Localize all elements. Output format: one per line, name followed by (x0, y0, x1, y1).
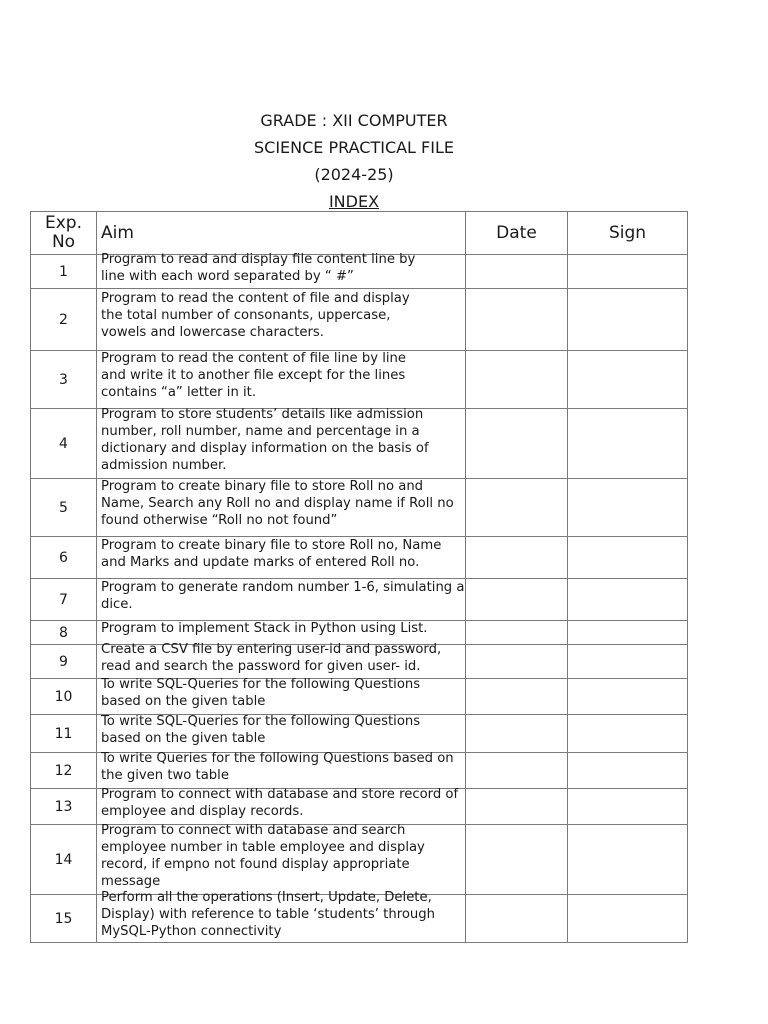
aim-cell (97, 641, 466, 679)
sign-cell[interactable] (568, 579, 688, 621)
exp-number: 1 (31, 255, 97, 289)
sign-cell[interactable] (568, 645, 688, 679)
aim-text-line: number, roll number, name and percentage in a (101, 423, 420, 439)
aim-text-line: Program to connect with database and search (101, 822, 406, 838)
sign-cell[interactable] (568, 895, 688, 943)
aim-text-line: found otherwise “Roll no not found” (101, 513, 338, 528)
table-row (31, 579, 688, 621)
exp-number: 15 (31, 895, 97, 943)
exp-number: 2 (31, 289, 97, 351)
table-row (31, 645, 688, 679)
aim-text-line: Display) with reference to table ‘students’ through (101, 907, 435, 922)
exp-number: 14 (31, 825, 97, 895)
aim-text-line: read and search the password for given user- id. (101, 658, 421, 674)
aim-cell (97, 537, 466, 579)
aim-text-line: Program to create binary file to store Roll no, Name (101, 537, 442, 553)
table-row (31, 409, 688, 479)
aim-text-line: the total number of consonants, uppercase, (101, 308, 391, 323)
sign-cell[interactable] (568, 621, 688, 645)
exp-number: 3 (31, 351, 97, 409)
header-exp-no: Exp. No (31, 212, 97, 255)
aim-text-line: based on the given table (101, 693, 266, 709)
date-cell[interactable] (466, 479, 568, 537)
aim-text-line: Program to read and display file content line by (101, 251, 416, 267)
table-row (31, 825, 688, 895)
aim-text-line: dice. (101, 596, 133, 612)
aim-text-line: Program to generate random number 1-6, simulating a (101, 579, 465, 595)
aim-text-line: Program to read the content of file line by line (101, 351, 407, 366)
exp-number: 6 (31, 537, 97, 579)
aim-text-line: To write SQL-Queries for the following Questions (101, 713, 421, 729)
exp-number: 9 (31, 645, 97, 679)
exp-number: 7 (31, 579, 97, 621)
aim-cell (97, 289, 466, 351)
date-cell[interactable] (466, 895, 568, 943)
aim-text-line: admission number. (101, 457, 227, 473)
table-row (31, 753, 688, 789)
exp-number: 11 (31, 715, 97, 753)
date-cell[interactable] (466, 579, 568, 621)
aim-cell (97, 251, 466, 289)
aim-cell (97, 822, 466, 895)
date-cell[interactable] (466, 715, 568, 753)
aim-text-line: To write Queries for the following Questions based on (101, 750, 454, 766)
aim-text-line: Program to implement Stack in Python using List. (101, 621, 428, 636)
aim-text-line: Program to connect with database and store record of (101, 786, 459, 802)
aim-text-line: employee number in table employee and display (101, 839, 425, 855)
sign-cell[interactable] (568, 409, 688, 479)
sign-cell[interactable] (568, 479, 688, 537)
aim-text-line: Program to create binary file to store Roll no and (101, 479, 424, 494)
heading-index: INDEX (328, 192, 380, 211)
aim-cell (97, 579, 466, 621)
exp-number: 10 (31, 679, 97, 715)
table-row (31, 479, 688, 537)
date-cell[interactable] (466, 351, 568, 409)
exp-number: 4 (31, 409, 97, 479)
table-row (31, 351, 688, 409)
header-aim: Aim (97, 212, 466, 255)
table-row (31, 537, 688, 579)
sign-cell[interactable] (568, 537, 688, 579)
aim-cell (97, 676, 466, 715)
table-body (31, 251, 688, 943)
table-row (31, 679, 688, 715)
sign-cell[interactable] (568, 351, 688, 409)
aim-text-line: employee and display records. (101, 803, 304, 819)
heading-grade: GRADE : XII COMPUTER (260, 111, 448, 130)
header-sign: Sign (568, 212, 688, 255)
aim-text-line: line with each word separated by “ #” (101, 268, 354, 284)
date-cell[interactable] (466, 645, 568, 679)
aim-cell (97, 406, 466, 479)
date-cell[interactable] (466, 289, 568, 351)
aim-text-line: based on the given table (101, 730, 266, 746)
date-cell[interactable] (466, 753, 568, 789)
date-cell[interactable] (466, 255, 568, 289)
aim-text-line: contains “a” letter in it. (101, 385, 257, 400)
date-cell[interactable] (466, 537, 568, 579)
date-cell[interactable] (466, 789, 568, 825)
header-date: Date (466, 212, 568, 255)
aim-text-line: and write it to another file except for the lines (101, 368, 406, 383)
sign-cell[interactable] (568, 289, 688, 351)
aim-text-line: MySQL-Python connectivity (101, 924, 282, 939)
table-row (31, 715, 688, 753)
aim-text-line: the given two table (101, 767, 229, 783)
sign-cell[interactable] (568, 825, 688, 895)
date-cell[interactable] (466, 825, 568, 895)
aim-text-line: Perform all the operations (Insert, Update, Delete, (101, 890, 432, 905)
aim-cell (97, 750, 466, 789)
heading-year: (2024-25) (314, 165, 394, 184)
aim-cell (97, 351, 466, 409)
aim-text-line: dictionary and display information on the basis of (101, 440, 429, 456)
aim-text-line: Program to read the content of file and display (101, 291, 410, 306)
aim-cell (97, 890, 466, 943)
date-cell[interactable] (466, 679, 568, 715)
exp-number: 8 (31, 621, 97, 645)
aim-text-line: To write SQL-Queries for the following Questions (101, 676, 421, 692)
aim-text-line: Program to store students’ details like admission (101, 406, 424, 422)
sign-cell[interactable] (568, 789, 688, 825)
table-row (31, 255, 688, 289)
sign-cell[interactable] (568, 255, 688, 289)
exp-number: 12 (31, 753, 97, 789)
date-cell[interactable] (466, 621, 568, 645)
sign-cell[interactable] (568, 679, 688, 715)
aim-text-line: Create a CSV file by entering user-id and password, (101, 641, 442, 657)
aim-text-line: Name, Search any Roll no and display name if Roll no (101, 496, 454, 511)
sign-cell[interactable] (568, 715, 688, 753)
table-row (31, 789, 688, 825)
aim-text-line: record, if empno not found display appropriate (101, 856, 410, 872)
aim-cell (97, 479, 466, 537)
heading-subject: SCIENCE PRACTICAL FILE (254, 138, 454, 157)
document-heading (0, 107, 708, 215)
exp-number: 13 (31, 789, 97, 825)
aim-cell (97, 786, 466, 825)
sign-cell[interactable] (568, 753, 688, 789)
aim-text-line: message (101, 873, 161, 889)
exp-number: 5 (31, 479, 97, 537)
table-row (31, 895, 688, 943)
date-cell[interactable] (466, 409, 568, 479)
table-header-row (31, 212, 688, 255)
aim-cell (97, 715, 466, 753)
index-table (30, 211, 688, 943)
table-row (31, 289, 688, 351)
aim-text-line: and Marks and update marks of entered Roll no. (101, 554, 420, 570)
aim-text-line: vowels and lowercase characters. (101, 325, 324, 340)
